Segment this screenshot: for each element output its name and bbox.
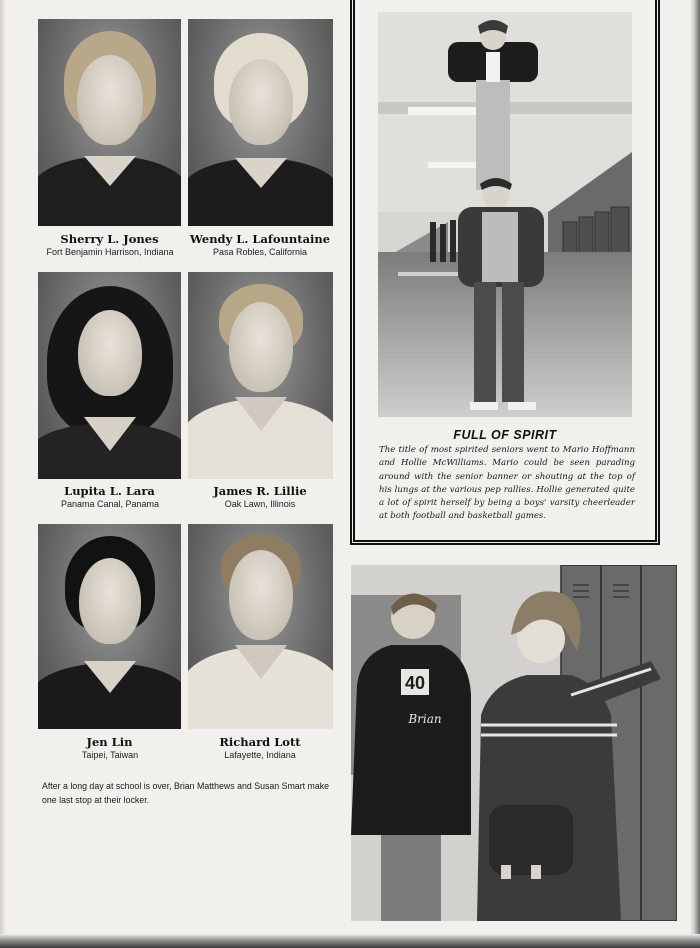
portrait-hometown: Oak Lawn, Illinois bbox=[224, 499, 296, 509]
portrait-photo-sherry-jones bbox=[38, 19, 181, 226]
portrait-hometown: Lafayette, Indiana bbox=[224, 750, 296, 760]
locker-caption: After a long day at school is over, Brian Matthews and Susan Smart make one last stop at their locker. bbox=[42, 781, 330, 805]
portrait-name: James R. Lillie bbox=[213, 484, 307, 498]
jacket-name: Brian bbox=[408, 712, 442, 726]
portrait-photo-lupita-lara bbox=[38, 272, 181, 479]
portrait-name: Wendy L. Lafountaine bbox=[189, 232, 331, 246]
portrait-hometown: Taipei, Taiwan bbox=[81, 750, 139, 760]
page-bottom-edge bbox=[0, 934, 700, 948]
portrait-photo-wendy-lafountaine bbox=[188, 19, 333, 226]
portrait-hometown: Fort Benjamin Harrison, Indiana bbox=[46, 247, 174, 257]
portrait-name: Jen Lin bbox=[86, 735, 133, 749]
portrait-photo-richard-lott bbox=[188, 524, 333, 729]
page-edge-left bbox=[0, 0, 6, 948]
portrait-name: Richard Lott bbox=[219, 735, 301, 749]
jacket-number: 40 bbox=[404, 673, 426, 693]
portrait-photo-james-lillie bbox=[188, 272, 333, 479]
portrait-name: Lupita L. Lara bbox=[64, 484, 155, 498]
page-edge-right bbox=[690, 0, 700, 948]
spirit-caption: The title of most spirited seniors went to Mario Hoffmann and Hollie McWilliams. Mario could be seen parading around with the senior banner or shouting at the top of his lungs at the various pep rallies. Hollie generated quite a lot of spirit herself by being a boys' varsity cheerleader at both football and basketball games. bbox=[379, 445, 635, 522]
locker-photo bbox=[351, 565, 677, 921]
spirit-title: FULL OF SPIRIT bbox=[453, 428, 557, 442]
portrait-name: Sherry L. Jones bbox=[60, 232, 159, 246]
portrait-hometown: Pasa Robles, California bbox=[212, 247, 308, 257]
portrait-hometown: Panama Canal, Panama bbox=[60, 499, 160, 509]
spirit-photo bbox=[378, 12, 632, 417]
spirit-feature-box bbox=[350, 0, 660, 545]
portrait-photo-jen-lin bbox=[38, 524, 181, 729]
